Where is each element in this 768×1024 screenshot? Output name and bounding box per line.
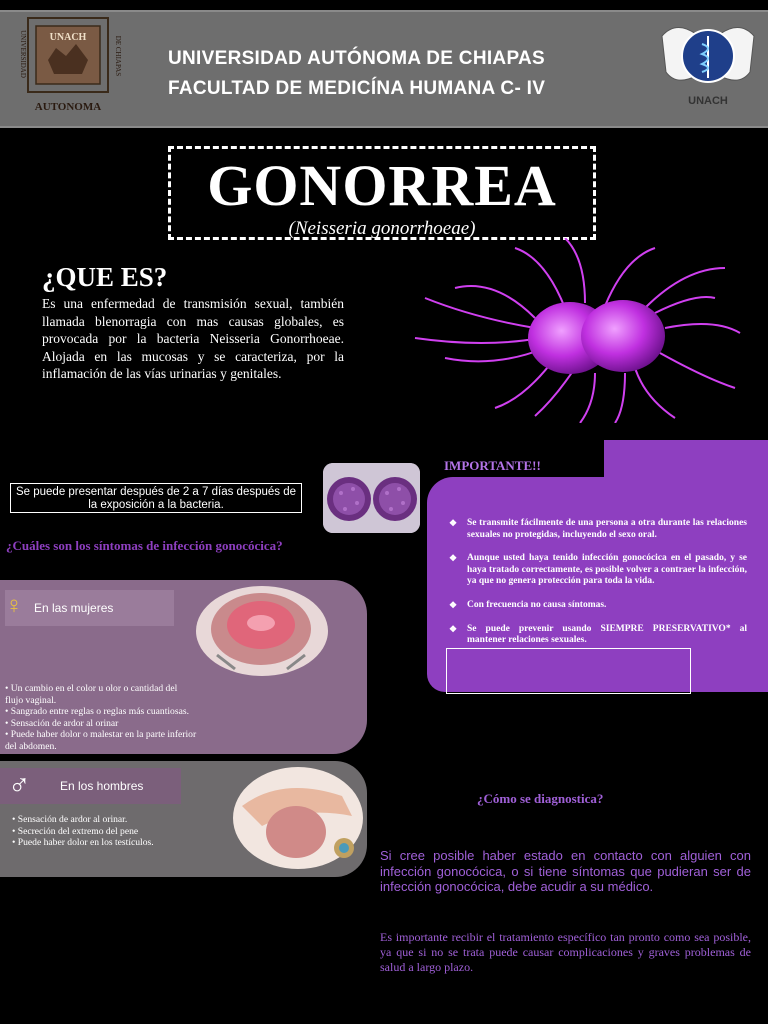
important-heading: IMPORTANTE!!	[444, 458, 541, 473]
mars-icon: ♂	[8, 769, 31, 802]
list-item: • Puede haber dolor o malestar en la parte inferior	[5, 729, 197, 741]
university-seal-logo	[10, 14, 126, 118]
what-is-heading: ¿QUE ES?	[42, 262, 168, 292]
list-item: ❖ Con frecuencia no causa síntomas.	[449, 600, 747, 612]
virus-particles-image	[323, 463, 420, 533]
list-item: • Sangrado entre reglas o reglas más cuantiosas.	[5, 706, 189, 718]
male-anatomy-illustration	[232, 766, 364, 870]
men-label: En los hombres	[60, 779, 144, 793]
bacteria-illustration	[395, 238, 745, 423]
list-item: ❖ Se puede prevenir usando SIEMPRE PRESERVATIVO* al mantener relaciones sexuales.	[449, 624, 747, 647]
svg-text:DE CHIAPAS: DE CHIAPAS	[114, 35, 122, 77]
treatment-text: Es importante recibir el tratamiento específico tan pronto como sea posible, ya que si no se trata puede causar complicaciones y graves problemas de salud a largo plazo.	[380, 930, 751, 975]
incubation-note: Se puede presentar después de 2 a 7 días después de la exposición a la bacteria.	[10, 483, 302, 513]
svg-text:UNACH: UNACH	[49, 32, 87, 43]
list-item: • Secreción del extremo del pene	[12, 825, 139, 837]
men-symptoms-list	[12, 814, 232, 849]
important-list	[449, 518, 747, 659]
symptoms-heading: ¿Cuáles son los síntomas de infección gonocócica?	[6, 538, 283, 553]
prevention-outline	[446, 648, 691, 694]
venus-icon: ♀	[5, 593, 23, 619]
list-item: • Sensación de ardor al orinar	[5, 717, 119, 729]
women-label: En las mujeres	[34, 601, 114, 615]
header-banner	[0, 10, 768, 128]
diagnosis-text: Si cree posible haber estado en contacto con alguien con infección gonocócica, o si tiene síntomas que pudieran ser de infección gonocócica, debe acudir a su médico.	[380, 848, 751, 894]
scientific-name: (Neisseria gonorrhoeae)	[288, 218, 476, 239]
svg-text:UNACH: UNACH	[688, 95, 728, 107]
list-item: • Un cambio en el color u olor o cantidad del	[5, 683, 178, 694]
list-item: ❖ Se transmite fácilmente de una persona a otra durante las relaciones sexuales no protegidas, incluyendo el sexo oral.	[449, 518, 747, 541]
svg-text:UNIVERSIDAD: UNIVERSIDAD	[19, 30, 27, 78]
page-title: GONORREA	[207, 153, 557, 218]
medicine-faculty-eagle-logo	[656, 16, 760, 112]
diagnosis-heading: ¿Cómo se diagnostica?	[477, 791, 604, 806]
list-item: • Puede haber dolor en los testículos.	[12, 837, 154, 848]
svg-text:AUTONOMA: AUTONOMA	[34, 101, 102, 113]
title-box	[168, 146, 596, 240]
cervix-illustration	[195, 585, 329, 677]
what-is-text: Es una enfermedad de transmisión sexual, también llamada blenorragia con mas causas globales, es provocada por la bacteria Neisseria Gonorrhoeae. Alojada en las mucosas y se caracteriza, por la inflamación de las vías urinarias y genitales.	[42, 296, 344, 381]
faculty-name: FACULTAD DE MEDICÍNA HUMANA C- IV	[168, 78, 546, 99]
list-item: del abdomen.	[5, 740, 57, 752]
university-name: UNIVERSIDAD AUTÓNOMA DE CHIAPAS	[168, 48, 545, 69]
list-item: • Sensación de ardor al orinar.	[12, 814, 128, 825]
list-item: ❖ Aunque usted haya tenido infección gonocócica en el pasado, y se haya tratado correctamente, es posible volver a contraer la infección, ya que no genera protección para toda la vida.	[449, 553, 747, 588]
women-symptoms-list	[3, 683, 273, 753]
list-item: flujo vaginal.	[5, 694, 57, 706]
